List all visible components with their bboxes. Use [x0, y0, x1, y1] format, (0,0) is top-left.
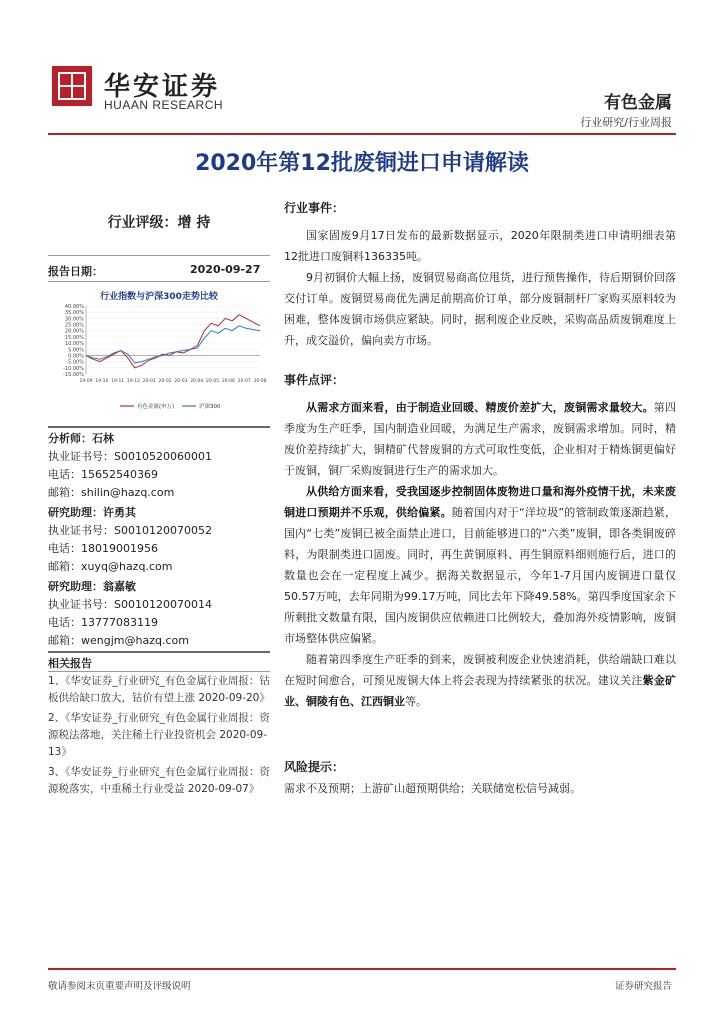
sector-label: 有色金属: [604, 93, 672, 113]
related-reports-list: [48, 673, 270, 801]
x-tick-label: 20-03: [174, 379, 188, 384]
risk-text: 需求不及预期；上游矿山超预期供给；关联储宽松信号减弱。: [284, 782, 581, 795]
y-tick-label: 40.00%: [64, 304, 84, 310]
company-name-en: HUAAN RESEARCH: [104, 98, 224, 112]
y-tick-label: 10.00%: [64, 341, 84, 348]
supply-highlight: 从供给方面来看，受我国逐步控制固体废物进口量和海外疫情干扰，未来废铜进口预期并不乐观，供给偏紧。: [284, 485, 676, 519]
analyst-role: 分析师：: [48, 432, 92, 445]
x-tick-label: 19-10: [95, 379, 109, 384]
analyst-name: 石林: [92, 432, 114, 445]
analyst-role: 研究助理：: [48, 580, 103, 593]
demand-highlight: 从需求方面来看，由于制造业回暖、精废价差扩大，废铜需求量较大。: [306, 401, 654, 414]
analyst-cert: 执业证书号：S0010120070014: [48, 598, 212, 611]
analyst-email[interactable]: 邮箱：xuyq@hazq.com: [48, 560, 173, 573]
outlook-text: 随着第四季度生产旺季的到来，废铜被利废企业快速消耗，供给端缺口难以在短时间愈合，可预见废铜大体上将会表现为持续紧张的状况。建议关注: [284, 653, 676, 687]
series-line: [86, 326, 260, 363]
x-tick-label: 20-06: [221, 379, 235, 384]
supply-text: 随着国内对于“洋垃圾”的管制政策逐渐趋紧，国内“七类”废铜已被全面禁止进口，目前能够进口的“六类”废铜，即各类铜废碎料，为限制类进口固废。同时，再生黄铜原料、再生铜原料细则施行后，进口的数量也会在一定程度上减少。据海关数据显示，今年1-7月国内废铜进口量仅50.57万吨，去年同期为99.17万吨，同比去年下降49.58%。第四季度国家余下所剩批文数量有限，国内废铜供应依赖进口比例较大，叠加海外疫情影响，废铜市场整体供应偏紧。: [284, 506, 676, 645]
analyst-role: 研究助理：: [48, 506, 103, 519]
y-tick-label: 0.00%: [68, 353, 84, 360]
y-tick-label: 30.00%: [64, 316, 84, 323]
analyst-phone: 电话：15652540369: [48, 468, 158, 481]
index-comparison-chart: [48, 300, 270, 418]
related-report-item[interactable]: 2、《华安证券_行业研究_有色金属行业周报：资源税法落地，关注稀土行业投资机会 2020-09-13》: [48, 712, 270, 758]
y-tick-label: 35.00%: [64, 310, 84, 317]
y-tick-label: 15.00%: [64, 334, 84, 341]
x-tick-label: 20-08: [253, 379, 267, 384]
related-report-item[interactable]: 3、《华安证券_行业研究_有色金属行业周报：资源税落实，中重稀土行业受益 2020-09-07》: [48, 766, 270, 795]
sidebar-divider: [48, 255, 270, 256]
company-name-cn: 华安证券: [104, 72, 221, 102]
company-logo-mark: [52, 66, 92, 106]
x-tick-label: 19-12: [126, 379, 140, 384]
y-tick-label: 25.00%: [64, 322, 84, 329]
analyst-name: 翁嘉敏: [103, 580, 136, 593]
x-tick-label: 20-02: [158, 379, 172, 384]
sidebar-divider: [48, 651, 270, 653]
analyst-name: 许勇其: [103, 506, 136, 519]
analyst-email[interactable]: 邮箱：wengjm@hazq.com: [48, 634, 189, 647]
header-divider: [48, 133, 676, 135]
disclaimer-note: 敬请参阅末页重要声明及评级说明: [48, 981, 191, 992]
analyst-block: [48, 504, 270, 576]
x-tick-label: 20-07: [237, 379, 251, 384]
comment-paragraph-outlook: [284, 649, 676, 712]
x-tick-label: 19-09: [79, 379, 93, 384]
industry-rating: 行业评级：增 持: [107, 215, 211, 231]
event-paragraph: 国家固废9月17日发布的最新数据显示，2020年限制类进口申请明细表第12批进口废铜料136335吨。: [284, 229, 676, 263]
analyst-cert: 执业证书号：S0010520060001: [48, 450, 212, 463]
analyst-block: [48, 430, 270, 502]
x-tick-label: 20-01: [142, 379, 156, 384]
outlook-end: 等。: [405, 695, 427, 708]
analyst-phone: 电话：13777083119: [48, 616, 158, 629]
recommended-stocks: 紫金矿业、铜陵有色、江西铜业: [284, 674, 677, 708]
y-tick-label: -15.00%: [63, 372, 84, 378]
event-body: [284, 225, 676, 351]
report-title: 2020年第12批废铜进口申请解读: [195, 151, 529, 176]
analyst-name-line: [48, 578, 270, 596]
x-tick-label: 20-04: [190, 379, 204, 384]
risk-section-title: 风险提示：: [284, 760, 345, 774]
sidebar-divider: [48, 281, 270, 282]
chart-title: 行业指数与沪深300走势比较: [100, 292, 218, 302]
y-tick-label: -5.00%: [66, 359, 84, 366]
analyst-email[interactable]: 邮箱：shilin@hazq.com: [48, 486, 175, 499]
report-type: 行业研究/行业周报: [580, 116, 672, 129]
report-category: 证券研究报告: [614, 981, 672, 992]
x-tick-label: 19-11: [111, 379, 125, 384]
comment-body: [284, 397, 676, 712]
report-date: 2020-09-27: [190, 263, 261, 276]
comment-paragraph-demand: [284, 397, 676, 481]
legend-label: 有色金属(申万): [137, 404, 175, 410]
analyst-list: [48, 430, 270, 652]
analyst-cert: 执业证书号：S0010120070052: [48, 524, 212, 537]
comment-paragraph-supply: [284, 481, 676, 649]
sidebar-divider: [48, 671, 270, 672]
demand-text: 第四季度为生产旺季，国内制造业回暖，为满足生产需求，废铜需求增加。同时，精废价差持续扩大，铜精矿代替废铜的方式可取性变低，企业相对于精炼铜更偏好于废铜，铜厂采购废铜进行生产的需求加大。: [284, 401, 676, 477]
y-tick-label: 20.00%: [64, 328, 84, 335]
analyst-phone: 电话：18019001956: [48, 542, 158, 555]
related-reports-title: 相关报告: [48, 657, 92, 670]
legend-label: 沪深300: [199, 404, 221, 410]
x-tick-label: 20-05: [206, 379, 220, 384]
series-line: [86, 315, 260, 368]
event-paragraph: 9月初铜价大幅上扬，废铜贸易商高位甩货，进行预售操作，待后期铜价回落交付订单。废铜贸易商优先满足前期高价订单，部分废铜制杆厂家购买原料较为困难，整体废铜市场供应紧缺。同时，据利废企业反映，采购高品质废铜难度上升，成交溢价，偏向卖方市场。: [284, 271, 676, 347]
y-tick-label: -10.00%: [63, 365, 84, 372]
analyst-name-line: [48, 504, 270, 522]
analyst-block: [48, 578, 270, 650]
comment-section-title: 事件点评：: [284, 373, 345, 387]
footer-divider: [48, 968, 676, 970]
y-tick-label: 5.00%: [68, 347, 84, 354]
event-section-title: 行业事件：: [284, 201, 345, 215]
related-report-item[interactable]: 1、《华安证券_行业研究_有色金属行业周报：钴板供给缺口放大，钴价有望上涨 2020-09-20》: [48, 675, 270, 704]
analyst-name-line: [48, 430, 270, 448]
sidebar-divider: [48, 426, 270, 428]
report-date-label: 报告日期：: [48, 265, 103, 278]
